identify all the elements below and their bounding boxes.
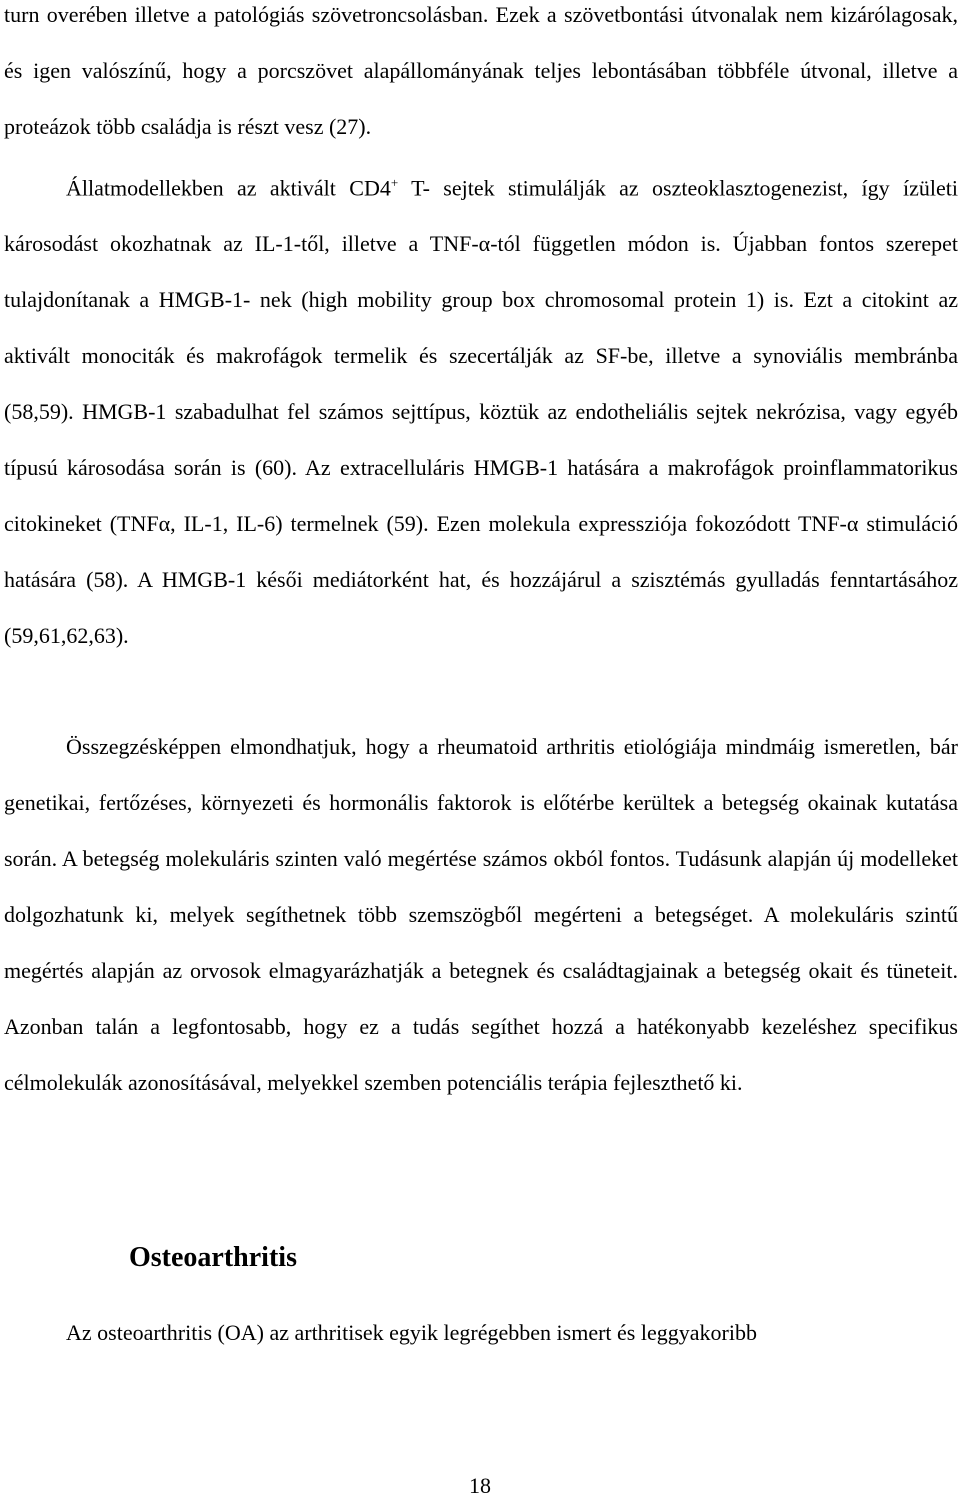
page-number: 18 (469, 1473, 491, 1498)
body-paragraph-2: Összegzésképpen elmondhatjuk, hogy a rheumatoid arthritis etiológiája mindmáig ismeretlen, bár genetikai, fertőzéses, környezeti és hormonális faktorok is előtérbe kerültek a betegség okainak kutatása során. A betegség molekuláris szinten való megértése számos okból fontos. Tudásunk alapján új modelleket dolgozhatunk ki, melyek segíthetnek több szemszögből megérteni a betegséget. A molekuláris szintű megértés alapján az orvosok elmagyarázhatják a betegnek és családtagjainak a betegség okait és tüneteit. Azonban talán a legfontosabb, hogy ez a tudás segíthet hozzá a hatékonyabb kezeléshez specifikus célmolekulák azonosításával, melyekkel szemben potenciális terápia fejleszthető ki. (4, 734, 958, 1095)
paragraph-1-text-a: turn overében illetve a patológiás szövetroncsolásban. Ezek a szövetbontási útvonalak nem kizárólagosak, és igen valószínű, hogy a porcszövet alapállományának teljes lebontásában többféle útvonal, illetve a proteázok több családja is részt vesz (27). (4, 2, 958, 139)
superscript-plus: + (390, 175, 399, 190)
body-paragraph-1 (4, 0, 958, 664)
paragraph-1-text-c: T- sejtek stimulálják az oszteoklasztogenezist, így ízületi károsodást okozhatnak az IL-1-től, illetve a TNF-α-tól független módon is. Újabban fontos szerepet tulajdonítanak a HMGB-1- nek (high mobility group box chromosomal protein 1) is. Ezt a citokint az aktivált monociták és makrofágok termelik és szecertálják az SF-be, illetve a synoviális membránba (58,59). HMGB-1 szabadulhat fel számos sejttípus, köztük az endotheliális sejtek nekrózisa, vagy egyéb típusú károsodása során is (60). Az extracelluláris HMGB-1 hatására a makrofágok proinflammatorikus citokineket (TNFα, IL-1, IL-6) termelnek (59). Ezen molekula expressziója fokozódott TNF-α stimuláció hatására (58). A HMGB-1 késői mediátorként hat, és hozzájárul a szisztémás gyulladás fenntartásához (59,61,62,63). (4, 175, 958, 649)
paragraph-1-text-b: Állatmodellekben az aktivált CD4 (66, 175, 391, 201)
section-heading: Osteoarthritis (129, 1242, 297, 1273)
body-paragraph-3: Az osteoarthritis (OA) az arthritisek egyik legrégebben ismert és leggyakoribb (66, 1320, 757, 1345)
